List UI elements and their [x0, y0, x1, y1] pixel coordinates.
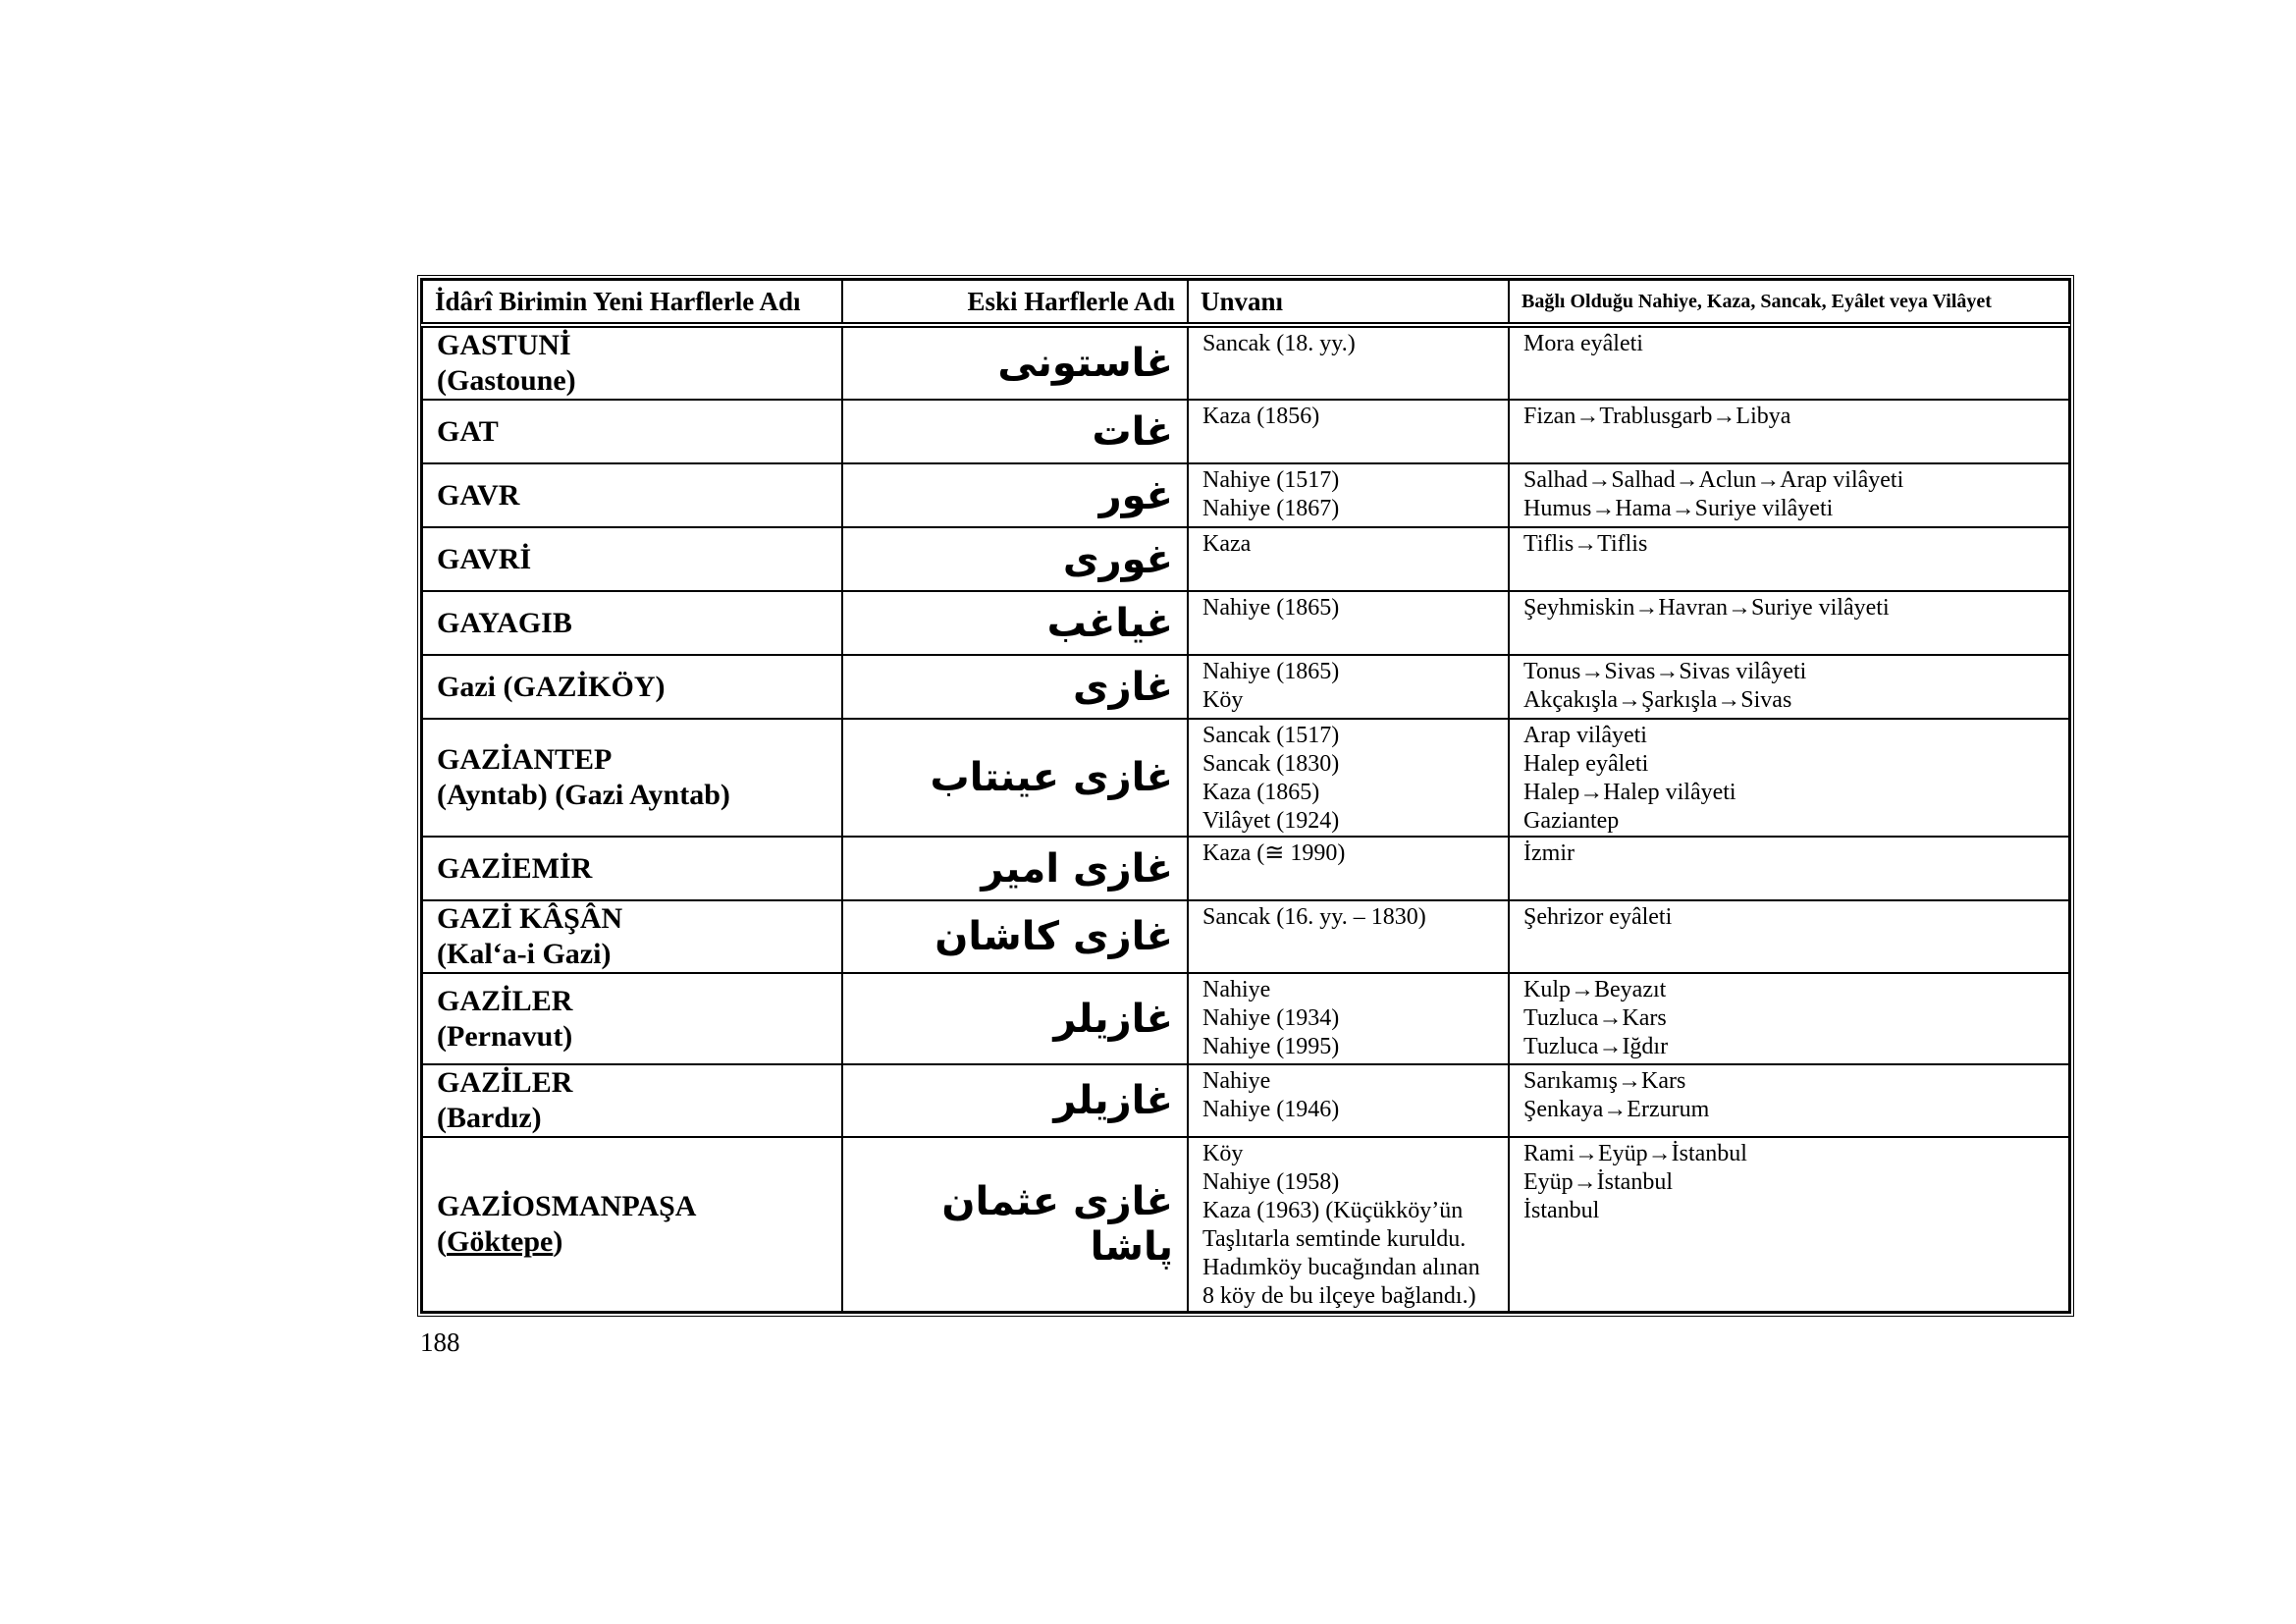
old-name-cell: غازى: [842, 655, 1188, 719]
gazetteer-table: [421, 279, 2070, 1313]
title-cell: Sancak (16. yy. – 1830): [1188, 900, 1509, 973]
new-name-cell: GAZİLER (Pernavut): [422, 973, 842, 1064]
title-cell: Nahiye (1865) Köy: [1188, 655, 1509, 719]
table-row: [422, 1064, 2069, 1137]
table-row: [422, 325, 2069, 400]
page-number: 188: [420, 1327, 460, 1357]
new-name-cell: GAVRİ: [422, 527, 842, 591]
old-name-cell: غازى عينتاب: [842, 719, 1188, 837]
old-name-cell: غورى: [842, 527, 1188, 591]
new-name-cell: GAYAGIB: [422, 591, 842, 655]
affiliation-cell: Arap vilâyeti Halep eyâleti Halep→Halep vilâyeti Gaziantep: [1509, 719, 2069, 837]
table-row: [422, 837, 2069, 900]
old-name-cell: غازى امير: [842, 837, 1188, 900]
new-name-cell: GAZİ KÂŞÂN (Kal‘a-i Gazi): [422, 900, 842, 973]
new-name-cell: GAZİEMİR: [422, 837, 842, 900]
affiliation-cell: Fizan→Trablusgarb→Libya: [1509, 400, 2069, 463]
old-name-cell: غور: [842, 463, 1188, 527]
table-row: [422, 973, 2069, 1064]
new-name-cell: GAT: [422, 400, 842, 463]
old-name-cell: غازى عثمان پاشا: [842, 1137, 1188, 1312]
old-name-cell: غازيلر: [842, 973, 1188, 1064]
title-cell: Nahiye Nahiye (1946): [1188, 1064, 1509, 1137]
affiliation-cell: Sarıkamış→Kars Şenkaya→Erzurum: [1509, 1064, 2069, 1137]
underlined-alt-name: Göktepe: [447, 1225, 554, 1258]
affiliation-cell: Kulp→Beyazıt Tuzluca→Kars Tuzluca→Iğdır: [1509, 973, 2069, 1064]
new-name-cell: GAZİLER (Bardız): [422, 1064, 842, 1137]
table-row: [422, 527, 2069, 591]
header-new-name: İdârî Birimin Yeni Harflerle Adı: [422, 280, 842, 325]
old-name-cell: غياغب: [842, 591, 1188, 655]
affiliation-cell: Tiflis→Tiflis: [1509, 527, 2069, 591]
title-cell: Sancak (1517) Sancak (1830) Kaza (1865) Vilâyet (1924): [1188, 719, 1509, 837]
title-cell: Köy Nahiye (1958) Kaza (1963) (Küçükköy’ün Taşlıtarla semtinde kuruldu. Hadımköy bucağından alınan 8 köy de bu ilçeye bağlandı.): [1188, 1137, 1509, 1312]
table-row: [422, 591, 2069, 655]
table-row: [422, 463, 2069, 527]
header-row: [422, 280, 2069, 325]
affiliation-cell: Tonus→Sivas→Sivas vilâyeti Akçakışla→Şarkışla→Sivas: [1509, 655, 2069, 719]
table-row: [422, 655, 2069, 719]
title-cell: Sancak (18. yy.): [1188, 325, 1509, 400]
header-title: Unvanı: [1188, 280, 1509, 325]
title-cell: Kaza (1856): [1188, 400, 1509, 463]
old-name-cell: غات: [842, 400, 1188, 463]
table-row: [422, 1137, 2069, 1312]
affiliation-cell: Şeyhmiskin→Havran→Suriye vilâyeti: [1509, 591, 2069, 655]
old-name-cell: غازيلر: [842, 1064, 1188, 1137]
affiliation-cell: İzmir: [1509, 837, 2069, 900]
header-affiliation: Bağlı Olduğu Nahiye, Kaza, Sancak, Eyâlet veya Vilâyet: [1509, 280, 2069, 325]
new-name-cell: GAZİOSMANPAŞA (Göktepe): [422, 1137, 842, 1312]
title-cell: Nahiye Nahiye (1934) Nahiye (1995): [1188, 973, 1509, 1064]
table-row: [422, 719, 2069, 837]
title-cell: Kaza (≅ 1990): [1188, 837, 1509, 900]
title-cell: Nahiye (1865): [1188, 591, 1509, 655]
new-name-cell: GAZİANTEP (Ayntab) (Gazi Ayntab): [422, 719, 842, 837]
header-old-name: Eski Harflerle Adı: [842, 280, 1188, 325]
title-cell: Kaza: [1188, 527, 1509, 591]
new-name-cell: GAVR: [422, 463, 842, 527]
new-name-cell: Gazi (GAZİKÖY): [422, 655, 842, 719]
old-name-cell: غاستونى: [842, 325, 1188, 400]
affiliation-cell: Şehrizor eyâleti: [1509, 900, 2069, 973]
new-name-cell: GASTUNİ (Gastoune): [422, 325, 842, 400]
affiliation-cell: Mora eyâleti: [1509, 325, 2069, 400]
table-row: [422, 400, 2069, 463]
title-cell: Nahiye (1517) Nahiye (1867): [1188, 463, 1509, 527]
table-row: [422, 900, 2069, 973]
gazetteer-table-frame: [417, 275, 2074, 1317]
affiliation-cell: Salhad→Salhad→Aclun→Arap vilâyeti Humus→Hama→Suriye vilâyeti: [1509, 463, 2069, 527]
affiliation-cell: Rami→Eyüp→İstanbul Eyüp→İstanbul İstanbul: [1509, 1137, 2069, 1312]
old-name-cell: غازى كاشان: [842, 900, 1188, 973]
